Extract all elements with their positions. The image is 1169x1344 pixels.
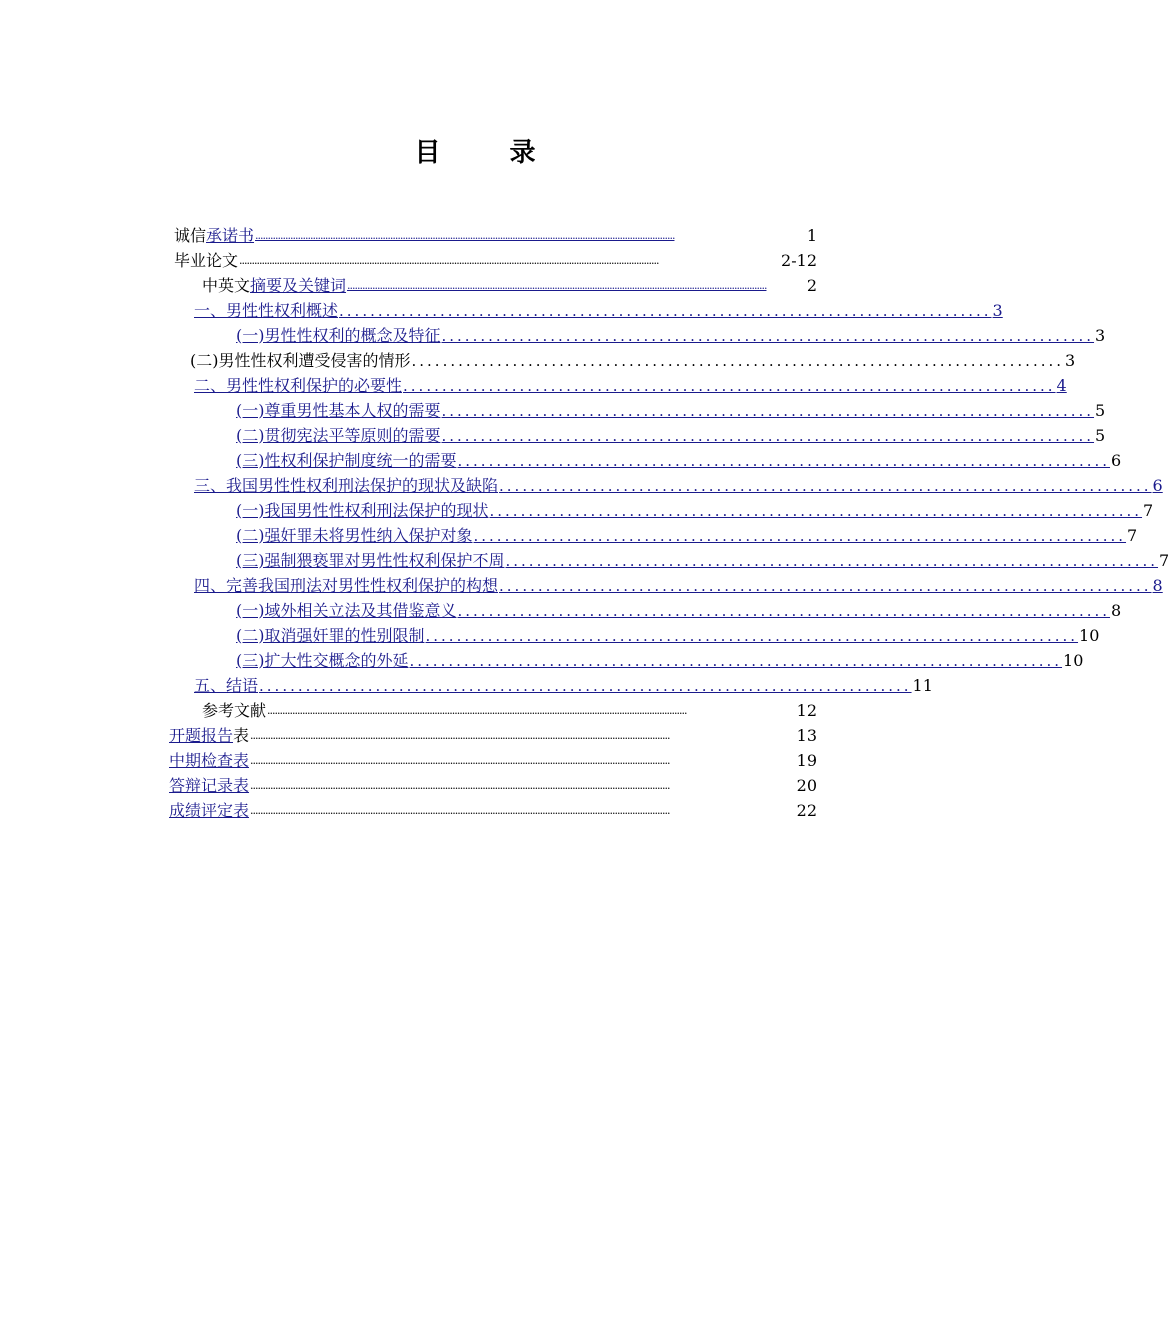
toc-leader-dots: .................................................................................... [473, 527, 1127, 545]
toc-leader-dots: .................................................................................... [457, 452, 1111, 470]
toc-entry[interactable] [202, 274, 817, 296]
toc-entry[interactable] [169, 724, 817, 746]
toc-page-number: 6 [1152, 476, 1163, 495]
toc-entry-link[interactable]: 四、完善我国刑法对男性性权利保护的构想 [194, 576, 499, 595]
toc-entry-link[interactable]: 成绩评定表 [169, 801, 250, 820]
toc-entry[interactable] [236, 449, 1122, 471]
toc-entry-suffix: 表 [233, 726, 250, 745]
toc-entry[interactable] [202, 699, 817, 721]
toc-page-number: 7 [1159, 551, 1169, 570]
toc-entry-link[interactable]: (三)扩大性交概念的外延 [236, 651, 409, 670]
toc-entry-link[interactable]: 中期检查表 [169, 751, 250, 770]
toc-entry-prefix: 毕业论文 [174, 251, 239, 270]
toc-leader-dots: .................................................................................... [259, 677, 912, 695]
toc-entry[interactable] [174, 224, 817, 246]
toc-entry[interactable] [236, 624, 1100, 646]
toc-entry-link[interactable]: (一)域外相关立法及其借鉴意义 [236, 601, 457, 620]
toc-entry[interactable] [169, 799, 817, 821]
toc-leader-dots: .................................................................................... [411, 352, 1065, 370]
toc-page-number: 3 [992, 301, 1003, 320]
toc-leader-dots: .................................................................................... [441, 402, 1095, 420]
toc-entry-prefix: 中英文 [202, 276, 251, 295]
toc-entry[interactable] [236, 549, 1169, 571]
toc-page-number: 8 [1152, 576, 1163, 595]
toc-entry[interactable] [236, 499, 1154, 521]
toc-page-number: 5 [1095, 401, 1106, 420]
toc-leader-dots: .................................................................................... [409, 652, 1063, 670]
toc-entry[interactable] [194, 574, 1163, 596]
toc-page-number: 7 [1143, 501, 1154, 520]
toc-entry[interactable] [236, 399, 1106, 421]
toc-leader-dots: ........................................................................................................................................................................ [267, 704, 687, 717]
toc-leader-dots: .................................................................................... [425, 627, 1079, 645]
toc-entry-link[interactable]: (二)贯彻宪法平等原则的需要 [236, 426, 441, 445]
toc-entry-link[interactable]: (二)强奸罪未将男性纳入保护对象 [236, 526, 473, 545]
toc-leader-dots: .................................................................................... [339, 302, 992, 320]
toc-entry-link[interactable]: 摘要及关键词 [250, 276, 347, 295]
toc-leader-dots: .................................................................................... [499, 477, 1152, 495]
toc-entry-link[interactable]: (一)尊重男性基本人权的需要 [236, 401, 441, 420]
toc-entry[interactable] [236, 424, 1106, 446]
toc-page-number: 5 [1095, 426, 1106, 445]
toc-entry-link[interactable]: 一、男性性权利概述 [194, 301, 339, 320]
toc-page-number: 3 [1095, 326, 1106, 345]
toc-leader-dots: ........................................................................................................................................................................ [250, 779, 670, 792]
toc-page-number: 1 [806, 226, 817, 245]
toc-page-number: 20 [796, 776, 817, 795]
toc-entry-prefix[interactable]: (二)男性性权利遭受侵害的情形 [190, 351, 411, 370]
toc-entry[interactable] [169, 749, 817, 771]
toc-page-number: 7 [1127, 526, 1138, 545]
toc-entry-link[interactable]: 答辩记录表 [169, 776, 250, 795]
toc-entry-link[interactable]: 承诺书 [206, 226, 255, 245]
toc-page-number: 10 [1063, 651, 1084, 670]
toc-entry[interactable] [236, 649, 1084, 671]
toc-entry[interactable] [190, 349, 1076, 371]
toc-entry-link[interactable]: (三)强制猥亵罪对男性性权利保护不周 [236, 551, 505, 570]
toc-leader-dots: ........................................................................................................................................................................ [239, 254, 659, 267]
toc-page-number: 2 [806, 276, 817, 295]
toc-entry-link[interactable]: (三)性权利保护制度统一的需要 [236, 451, 457, 470]
toc-page-number: 8 [1111, 601, 1122, 620]
toc-entry-link[interactable]: 二、男性性权利保护的必要性 [194, 376, 403, 395]
toc-page-number: 19 [796, 751, 817, 770]
toc-leader-dots: ........................................................................................................................................................................ [250, 804, 670, 817]
toc-entry-link[interactable]: (一)男性性权利的概念及特征 [236, 326, 441, 345]
toc-leader-dots: ........................................................................................................................................................................ [250, 729, 670, 742]
toc-leader-dots: .................................................................................... [489, 502, 1143, 520]
toc-page-number: 2-12 [781, 251, 817, 270]
toc-entry[interactable] [194, 674, 933, 696]
toc-page-number: 3 [1065, 351, 1076, 370]
toc-page-number: 10 [1079, 626, 1100, 645]
toc-page-number: 13 [796, 726, 817, 745]
toc-entry-link[interactable]: (二)取消强奸罪的性别限制 [236, 626, 425, 645]
toc-entry-link[interactable]: 三、我国男性性权利刑法保护的现状及缺陷 [194, 476, 499, 495]
toc-entry-prefix: 诚信 [174, 226, 207, 245]
toc-entry-link[interactable]: 开题报告 [169, 726, 234, 745]
toc-page-number: 12 [796, 701, 817, 720]
toc-entry-link[interactable]: (一)我国男性性权利刑法保护的现状 [236, 501, 489, 520]
toc-entry[interactable] [169, 774, 817, 796]
toc-leader-dots: .................................................................................... [441, 427, 1095, 445]
toc-page-number: 22 [796, 801, 817, 820]
toc-leader-dots: ........................................................................................................................................................................ [255, 229, 675, 242]
toc-entry[interactable] [174, 249, 817, 271]
toc-leader-dots: .................................................................................... [441, 327, 1095, 345]
toc-page-number: 6 [1111, 451, 1122, 470]
toc-leader-dots: .................................................................................... [505, 552, 1159, 570]
toc-entry[interactable] [236, 324, 1106, 346]
toc-leader-dots: .................................................................................... [403, 377, 1056, 395]
toc-leader-dots: ........................................................................................................................................................................ [347, 279, 767, 292]
toc-entry-prefix[interactable]: 参考文献 [202, 701, 267, 720]
toc-entry[interactable] [236, 599, 1122, 621]
toc-entry-link[interactable]: 五、结语 [194, 676, 259, 695]
toc-entry[interactable] [194, 374, 1067, 396]
toc-page-number: 11 [912, 676, 933, 695]
toc-entry[interactable] [194, 474, 1163, 496]
page-title: 目 录 [414, 138, 566, 168]
toc-leader-dots: .................................................................................... [499, 577, 1152, 595]
toc-leader-dots: .................................................................................... [457, 602, 1111, 620]
toc-entry[interactable] [194, 299, 1003, 321]
toc-leader-dots: ........................................................................................................................................................................ [250, 754, 670, 767]
toc-entry[interactable] [236, 524, 1138, 546]
toc-page-number: 4 [1056, 376, 1067, 395]
